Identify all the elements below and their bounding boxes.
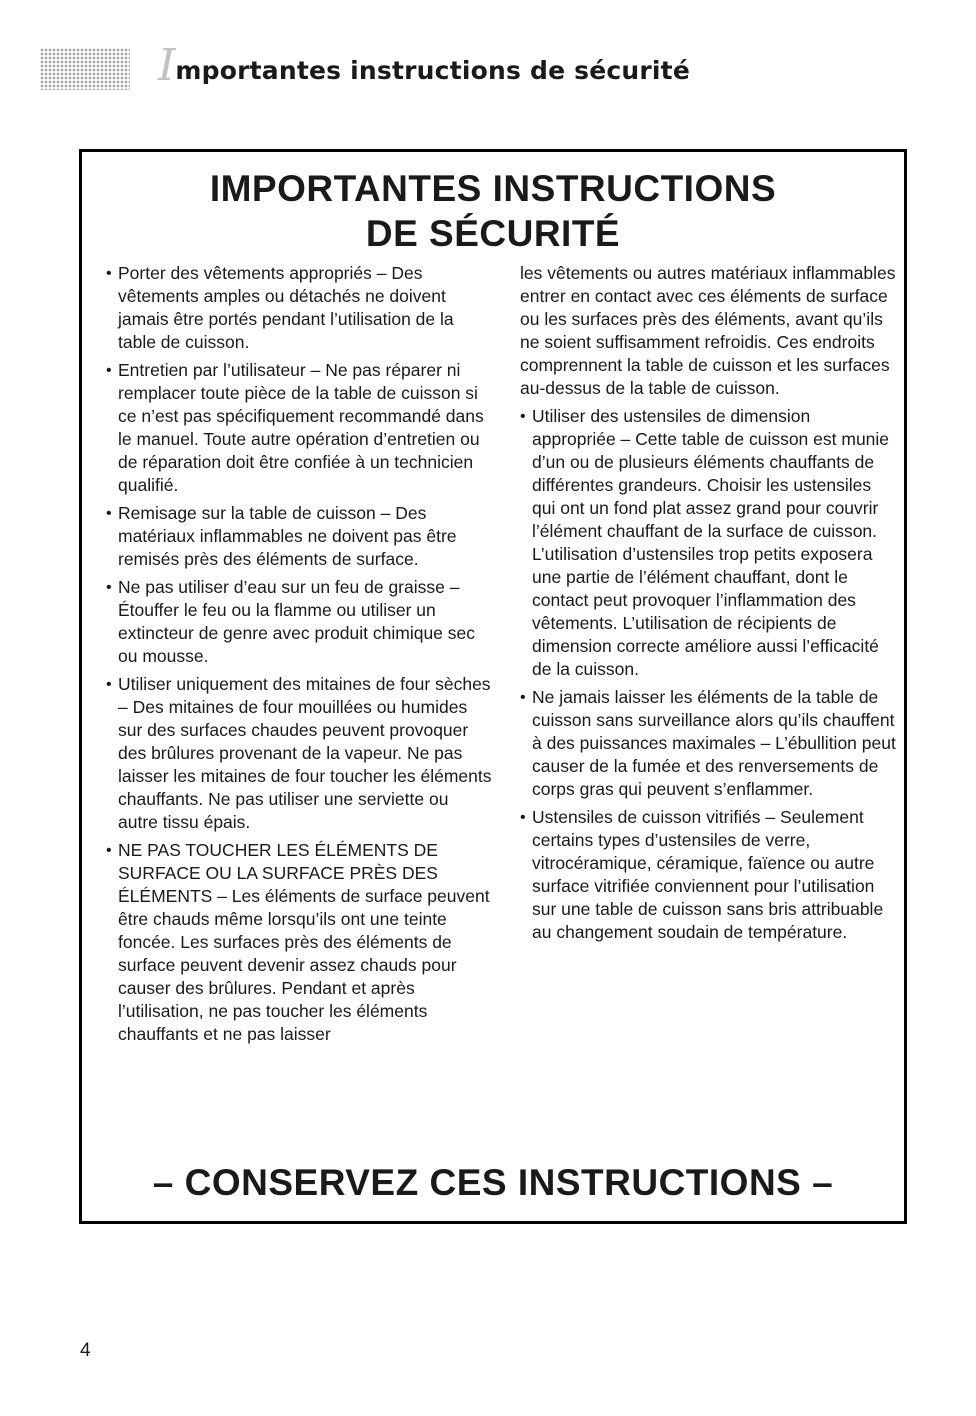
bullet-dot-icon: •: [106, 579, 112, 596]
list-item-text: Utiliser des ustensiles de dimension appropriée – Cette table de cuisson est munie d’un ou de plusieurs éléments chauffants de différentes grandeurs. Choisir les ustensiles qui ont un fond plat assez grand pour couvrir l’élément chauffant de la surface de cuisson. L’utilisation d’ustensiles trop petits exposera une partie de l’élément chauffant, dont le contact peut provoquer l’inflammation des vêtements. L’utilisation de récipients de dimension correcte améliore aussi l’efficacité de la cuisson.: [532, 406, 890, 679]
header-dot-pattern: [40, 48, 130, 90]
list-item: [98, 359, 492, 497]
list-item: [512, 405, 898, 681]
safety-instructions-box: [79, 149, 907, 1224]
bullet-dot-icon: •: [106, 842, 112, 859]
page-number: 4: [80, 1340, 91, 1361]
bullet-dot-icon: •: [106, 362, 112, 379]
list-item: [98, 673, 492, 834]
bullet-dot-icon: •: [520, 408, 526, 425]
list-item-text: Ne jamais laisser les éléments de la table de cuisson sans surveillance alors qu’ils chauffent à des puissances maximales – L’ébullition peut causer de la fumée et des renversements de corps gras qui peuvent s’enflammer.: [532, 687, 896, 799]
list-item-text: NE PAS TOUCHER LES ÉLÉMENTS DE SURFACE OU LA SURFACE PRÈS DES ÉLÉMENTS – Les éléments de surface peuvent être chauds même lorsqu’ils ont une teinte foncée. Les surfaces près des éléments de surface peuvent devenir assez chauds pour causer des brûlures. Pendant et après l’utilisation, ne pas toucher les éléments chauffants et ne pas laisser: [118, 840, 490, 1044]
bullet-dot-icon: •: [520, 809, 526, 826]
list-item: [98, 262, 492, 354]
list-item-text: Remisage sur la table de cuisson – Des matériaux inflammables ne doivent pas être remisés près des éléments de surface.: [118, 503, 457, 569]
list-item-text: Ustensiles de cuisson vitrifiés – Seulement certains types d’ustensiles de verre, vitrocéramique, céramique, faïence ou autre surface vitrifiée conviennent pour l’utilisation sur une table de cuisson sans bris attribuable au changement soudain de température.: [532, 807, 884, 942]
box-title: [82, 166, 904, 256]
bullet-dot-icon: •: [106, 505, 112, 522]
list-item-continuation: les vêtements ou autres matériaux inflammables entrer en contact avec ces éléments de surface ou les surfaces près des éléments, avant qu’ils ne soient suffisamment refroidis. Ces endroits comprennent la table de cuisson et les surfaces au-dessus de la table de cuisson.: [520, 263, 896, 398]
list-item-text: Utiliser uniquement des mitaines de four sèches – Des mitaines de four mouillées ou humides sur des surfaces chaudes peuvent provoquer des brûlures provenant de la vapeur. Ne pas laisser les mitaines de four toucher les éléments chauffants. Ne pas utiliser une serviette ou autre tissu épais.: [118, 674, 492, 832]
list-item: [512, 686, 898, 801]
page-header: [40, 38, 940, 90]
list-item-text: Porter des vêtements appropriés – Des vêtements amples ou détachés ne doivent jamais être portés pendant l’utilisation de la table de cuisson.: [118, 263, 454, 352]
box-title-line-1: IMPORTANTES INSTRUCTIONS: [209, 168, 777, 209]
header-drop-initial: I: [158, 40, 176, 91]
list-item: [98, 839, 492, 1046]
right-column: [512, 262, 898, 949]
left-column: [98, 262, 492, 1051]
list-item: [98, 576, 492, 668]
list-item-text: Ne pas utiliser d’eau sur un feu de graisse – Étouffer le feu ou la flamme ou utiliser un extincteur de genre avec produit chimique sec ou mousse.: [118, 577, 476, 666]
box-footer: – CONSERVEZ CES INSTRUCTIONS –: [152, 1162, 834, 1203]
header-title: mportantes instructions de sécurité: [175, 56, 690, 85]
bullet-dot-icon: •: [106, 676, 112, 693]
box-title-line-2: DE SÉCURITÉ: [365, 213, 621, 254]
bullet-dot-icon: •: [520, 689, 526, 706]
list-item: [512, 806, 898, 944]
bullet-dot-icon: •: [106, 265, 112, 282]
list-item-text: Entretien par l’utilisateur – Ne pas réparer ni remplacer toute pièce de la table de cuisson si ce n’est pas spécifiquement recommandé dans le manuel. Toute autre opération d’entretien ou de réparation doit être confiée à un technicien qualifié.: [118, 360, 484, 495]
list-item: [98, 502, 492, 571]
